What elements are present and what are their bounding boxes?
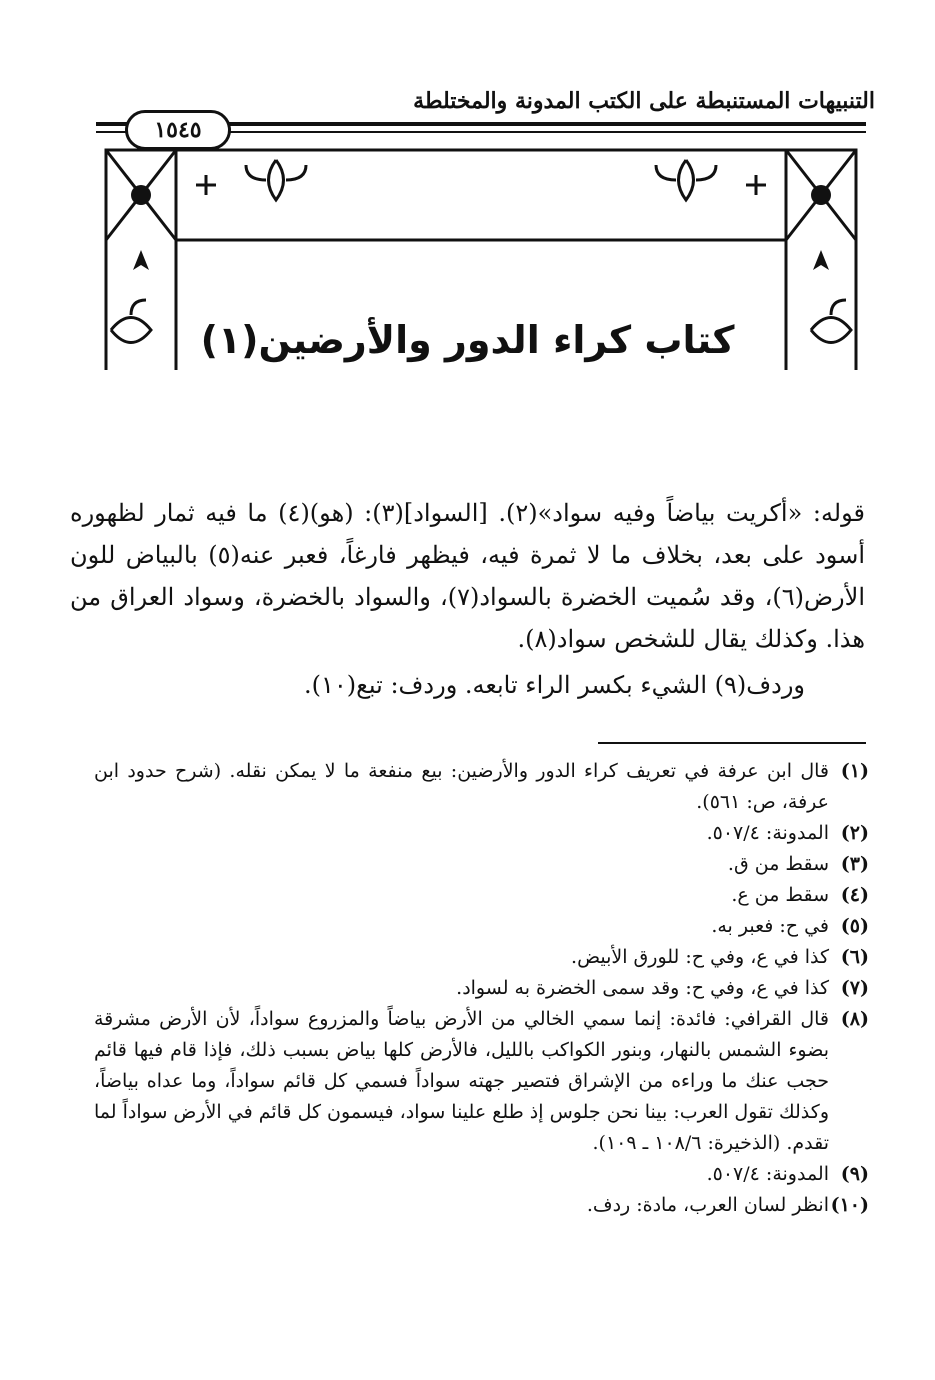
footnotes <box>94 756 869 1221</box>
footnote-item <box>94 942 869 973</box>
footnote-item <box>94 911 869 942</box>
footnote-number: (٥) <box>840 915 869 937</box>
main-text <box>70 492 865 706</box>
footnote-text: كذا في ع، وفي ح: وقد سمى الخضرة به لسواد. <box>456 977 829 999</box>
page-number: ١٥٤٥ <box>125 110 231 150</box>
footnote-separator <box>598 742 866 744</box>
footnote-item <box>94 1159 869 1190</box>
chapter-title: كتاب كراء الدور والأرضين(١) <box>200 318 735 362</box>
footnote-item <box>94 973 869 1004</box>
footnote-number: (٩) <box>840 1163 869 1185</box>
footnote-number: (٧) <box>840 977 869 999</box>
footnote-text: المدونة: ٥٠٧/٤. <box>706 1163 829 1185</box>
footnote-number: (١٠) <box>830 1194 869 1216</box>
running-title: التنبيهات المستنبطة على الكتب المدونة والمختلطة <box>413 88 875 114</box>
footnote-number: (٢) <box>840 822 869 844</box>
footnote-item <box>94 1190 869 1221</box>
footnote-item <box>94 1004 869 1159</box>
footnote-text: انظر لسان العرب، مادة: ردف. <box>586 1194 829 1216</box>
footnote-text: المدونة: ٥٠٧/٤. <box>706 822 829 844</box>
footnote-number: (١) <box>840 760 869 782</box>
footnote-item <box>94 849 869 880</box>
footnote-number: (٨) <box>840 1008 869 1030</box>
footnote-text: قال القرافي: فائدة: إنما سمي الخالي من الأرض بياضاً والمزروع سواداً، لأن الأرض مشرقة بضوء الشمس بالنهار، وبنور الكواكب بالليل، فالأرض كلها بياض بسبب ذلك، فإذا قام فيها قائم حجب عنك ما وراءه من الإشراق فتصير جهته سواداً فسمي كل قائم سواداً، وما عداه بياضاً، وكذلك تقول العرب: بينا نحن جلوس إذ طلع علينا سواد، فيسمون كل قائم في الأرض سواداً لما تقدم. (الذخيرة: ١٠٨/٦ ـ ١٠٩). <box>94 1008 829 1154</box>
footnote-number: (٦) <box>840 946 869 968</box>
footnote-text: قال ابن عرفة في تعريف كراء الدور والأرضين: بيع منفعة ما لا يمكن نقله. (شرح حدود ابن عرفة، ص: ٥٦١). <box>94 760 829 813</box>
footnote-text: كذا في ع، وفي ح: للورق الأبيض. <box>571 946 829 968</box>
footnote-text: سقط من ع. <box>731 884 829 906</box>
footnote-item <box>94 756 869 818</box>
paragraph: وردف(٩) الشيء بكسر الراء تابعه. وردف: تبع(١٠). <box>304 671 805 699</box>
footnote-number: (٤) <box>840 884 869 906</box>
footnote-item <box>94 818 869 849</box>
paragraph: قوله: «أكريت بياضاً وفيه سواد»(٢). [السواد](٣): (هو)(٤) ما فيه ثمار لظهوره أسود على بعد، بخلاف ما لا ثمرة فيه، فيظهر فارغاً، فعبر عنه(٥) بالبياض للون الأرض(٦)، وقد سُميت الخضرة بالسواد(٧)، والسواد بالخضرة، وسواد العراق من هذا. وكذلك يقال للشخص سواد(٨). <box>70 499 865 653</box>
footnote-number: (٣) <box>840 853 869 875</box>
footnote-text: سقط من ق. <box>727 853 829 875</box>
footnote-item <box>94 880 869 911</box>
footnote-text: في ح: فعبر به. <box>711 915 829 937</box>
